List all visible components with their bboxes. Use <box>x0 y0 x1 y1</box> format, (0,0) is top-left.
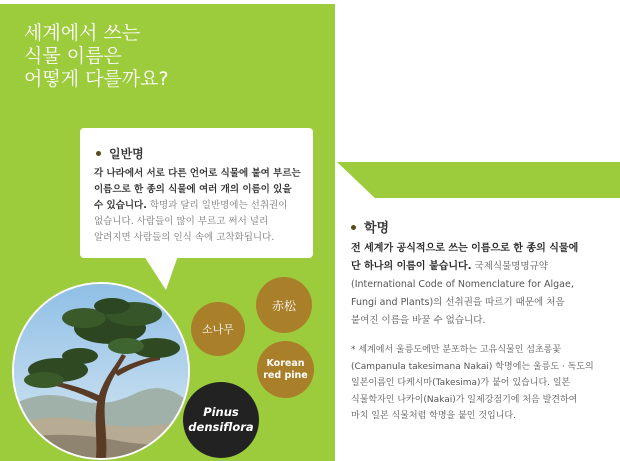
bullet-icon <box>351 225 356 230</box>
top-border <box>0 0 335 4</box>
scientific-name-note <box>351 342 615 425</box>
note-line-3: 일본이름인 다케시마(Takesima)가 붙어 있습니다. 일본 <box>351 378 571 389</box>
common-name-text-4: 없습니다. 사람들이 많이 부르고 써서 널리 <box>94 216 269 227</box>
english-name-line-1: Korean <box>266 357 305 369</box>
chinese-name-text: 赤松 <box>271 298 296 313</box>
english-name-line-2: red pine <box>263 369 308 381</box>
title-line-1: 세계에서 쓰는 <box>24 22 141 44</box>
page-title <box>24 22 284 91</box>
common-name-bold-1: 각 나라에서 서로 다른 언어로 식물에 붙여 부르는 <box>94 168 301 179</box>
note-line-2: (Campanula takesimana Nakai) 학명에는 울릉도 · 독도의 <box>351 361 594 372</box>
scientific-name-heading <box>351 217 389 236</box>
scientific-name-body <box>351 240 613 330</box>
common-name-heading-text: 일반명 <box>109 147 144 161</box>
english-name-bubble <box>257 341 314 398</box>
common-name-bold-2: 이름으로 한 종의 식물에 여러 개의 이름이 있을 <box>94 184 292 195</box>
scientific-name-bubble <box>183 382 259 458</box>
korean-name-bubble <box>191 302 245 356</box>
scientific-name-text-4: Fungi and Plants)의 선취권을 따르기 때문에 처음 <box>351 297 565 308</box>
latin-name-line-2: densiflora <box>188 420 254 434</box>
scientific-name-bold-1: 전 세계가 공식적으로 쓰는 이름으로 한 종의 식물에 <box>351 243 579 254</box>
scientific-name-card <box>335 198 620 461</box>
top-right-panel <box>335 0 620 162</box>
scientific-name-text-5: 붙여진 이름을 바꿀 수 없습니다. <box>351 315 486 326</box>
note-line-1: * 세계에서 울릉도에만 분포하는 고유식물인 섬초롱꽃 <box>351 345 562 355</box>
latin-name-line-1: Pinus <box>203 405 239 419</box>
title-line-3: 어떻게 다를까요? <box>24 68 169 90</box>
common-name-bold-3: 수 있습니다. <box>94 200 147 211</box>
pine-tree-photo <box>12 282 190 460</box>
scientific-name-text-3: (International Code of Nomenclature for Algae, <box>351 279 574 290</box>
title-line-2: 식물 이름은 <box>24 45 122 67</box>
korean-name-text: 소나무 <box>202 323 234 336</box>
chinese-name-bubble <box>256 277 312 333</box>
scientific-name-bold-2: 단 하나의 이름이 붙습니다. <box>351 261 472 272</box>
common-name-text-5: 알려지면 사람들의 인식 속에 고착화됩니다. <box>94 232 275 243</box>
common-name-card <box>80 128 313 258</box>
scientific-name-text-2: 국제식물명명규약 <box>471 261 548 272</box>
common-name-heading <box>96 145 144 162</box>
bullet-icon <box>96 151 101 156</box>
common-name-text-3: 학명과 달리 일반명에는 선취권이 <box>146 200 288 211</box>
note-line-5: 마치 일본 식물처럼 학명을 붙인 것입니다. <box>351 411 516 422</box>
scientific-name-card-pointer <box>335 160 383 202</box>
common-name-body <box>94 166 306 246</box>
scientific-name-heading-text: 학명 <box>364 221 390 236</box>
note-line-4: 식물학자인 나카이(Nakai)가 일제강점기에 처음 발견하여 <box>351 394 578 405</box>
